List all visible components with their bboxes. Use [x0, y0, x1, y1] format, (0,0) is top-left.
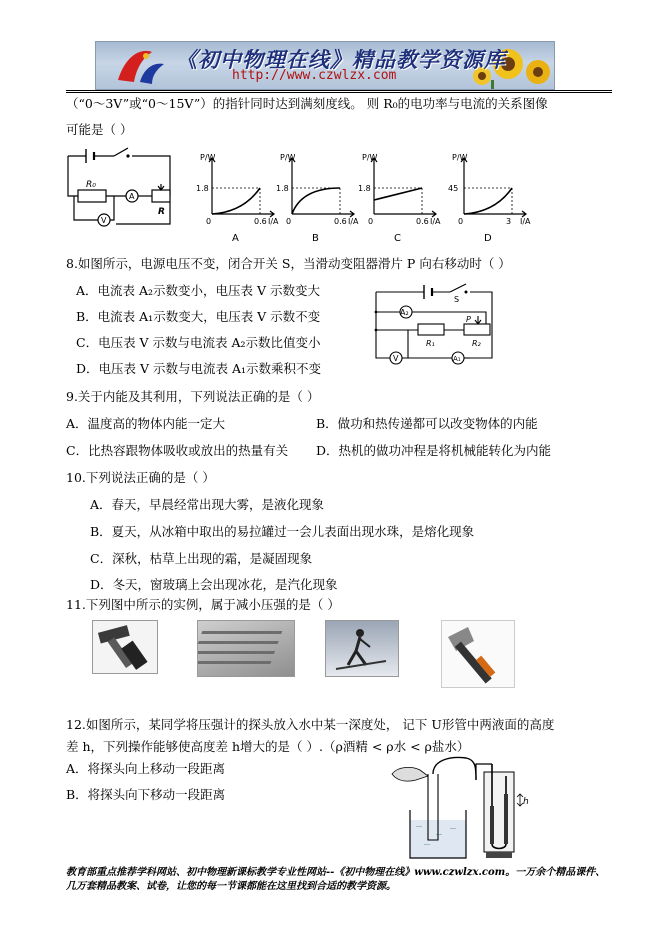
power-curve [292, 188, 340, 214]
y-tick-label: 1.8 [276, 184, 289, 193]
x-axis-label: I/A [430, 217, 441, 226]
x-tick-label: 0.6 [334, 217, 347, 226]
q7-circuit-diagram [64, 144, 176, 234]
header-title: 《初中物理在线》精品教学资源库 [176, 47, 506, 72]
ammeter-label: A [129, 192, 135, 201]
y-tick-label: 1.8 [358, 184, 371, 193]
q8-option-a[interactable]: A．电流表 A₂示数变小，电压表 V 示数变大 [76, 283, 321, 298]
q7-continuation-line2: 可能是（ ） [66, 122, 133, 137]
q9-option-b[interactable]: B．做功和热传递都可以改变物体的内能 [316, 416, 538, 431]
x-axis-label: I/A [268, 217, 279, 226]
graph-letter: B [312, 233, 319, 242]
q11-image-hammer[interactable] [92, 620, 158, 674]
origin-label: 0 [286, 217, 292, 226]
y-tick-label: 1.8 [196, 184, 209, 193]
graph-letter: D [484, 233, 492, 242]
q11-image-skier[interactable] [325, 620, 399, 677]
q10-stem: 10.下列说法正确的是（ ） [66, 470, 215, 485]
y-tick-label: 45 [448, 184, 459, 193]
q8-option-c[interactable]: C．电压表 V 示数与电流表 A₂示数比值变小 [76, 335, 321, 350]
x-tick-label: 0.6 [254, 217, 267, 226]
header-url[interactable]: http://www.czwlzx.com [232, 68, 397, 83]
q12-option-a[interactable]: A．将探头向上移动一段距离 [66, 761, 226, 776]
origin-label: 0 [458, 217, 464, 226]
q8-option-b[interactable]: B．电流表 A₁示数变大，电压表 V 示数不变 [76, 309, 321, 324]
graph-option-b[interactable] [270, 150, 360, 242]
height-difference-label: h [523, 797, 529, 807]
q7-continuation-line1: （“0～3V”或“0～15V”）的指针同时达到满刻度线。 则 R₀的电功率与电流的关系图像 [66, 96, 548, 111]
graph-letter: A [232, 233, 239, 242]
q9-stem: 9.关于内能及其利用，下列说法正确的是（ ） [66, 389, 320, 404]
q12-stem-line1: 12.如图所示，某同学将压强计的探头放入水中某一深度处， 记下 U形管中两液面的高度 [66, 717, 555, 732]
r0-label: R₀ [86, 180, 96, 190]
x-tick-label: 0.6 [416, 217, 429, 226]
q10-option-d[interactable]: D．冬天，窗玻璃上会出现冰花，是汽化现象 [90, 577, 338, 592]
r1-label: R₁ [426, 339, 435, 348]
y-axis-label: P/W [200, 153, 216, 162]
q10-option-c[interactable]: C．深秋，枯草上出现的霜，是凝固现象 [90, 551, 313, 566]
rheostat-label: R [158, 207, 165, 217]
footer-line2: 几万套精品教案、试卷，让您的每一节课都能在这里找到合适的教学资源。 [66, 881, 396, 892]
tactile-paving-icon [198, 621, 294, 676]
q8-stem: 8.如图所示，电源电压不变，闭合开关 S，当滑动变阻器滑片 P 向右移动时（ ） [66, 256, 511, 271]
power-curve [212, 188, 260, 214]
header-rule [66, 90, 612, 91]
origin-label: 0 [206, 217, 212, 226]
q11-stem: 11.下列图中所示的实例，属于减小压强的是（ ） [66, 597, 340, 612]
x-axis-label: I/A [520, 217, 531, 226]
power-curve [374, 188, 422, 200]
y-axis-label: P/W [362, 153, 378, 162]
x-axis-label: I/A [348, 217, 359, 226]
q9-option-a[interactable]: A．温度高的物体内能一定大 [66, 416, 226, 431]
hammer-icon [93, 621, 157, 673]
q9-option-c[interactable]: C．比热容跟物体吸收或放出的热量有关 [66, 443, 289, 458]
q11-image-axe[interactable] [441, 620, 515, 688]
q11-image-tactile-paving[interactable] [197, 620, 295, 677]
voltmeter-label: V [393, 354, 399, 363]
power-curve [464, 188, 512, 214]
x-tick-label: 3 [506, 217, 512, 226]
q9-option-d[interactable]: D．热机的做功冲程是将机械能转化为内能 [316, 443, 552, 458]
logo-icon [118, 51, 164, 84]
axe-icon [442, 621, 514, 687]
q8-option-d[interactable]: D．电压表 V 示数与电流表 A₁示数乘积不变 [76, 361, 322, 376]
graph-option-a[interactable] [190, 150, 280, 242]
q10-option-a[interactable]: A．春天，早晨经常出现大雾，是液化现象 [90, 497, 325, 512]
graph-letter: C [394, 233, 401, 242]
q12-pressure-gauge-diagram [380, 754, 540, 862]
origin-label: 0 [368, 217, 374, 226]
a1-label: A₁ [453, 355, 461, 363]
switch-label: S [454, 295, 460, 304]
header-rule [66, 92, 612, 93]
y-axis-label: P/W [452, 153, 468, 162]
q12-stem-line2: 差 h，下列操作能够使高度差 h增大的是（ ）.（ρ酒精 < ρ水 < ρ盐水） [66, 739, 470, 754]
graph-option-d[interactable] [442, 150, 532, 242]
q8-circuit-diagram [368, 280, 498, 370]
q10-option-b[interactable]: B．夏天，从冰箱中取出的易拉罐过一会儿表面出现水珠，是熔化现象 [90, 524, 475, 539]
voltmeter-label: V [101, 216, 107, 225]
graph-option-c[interactable] [352, 150, 442, 242]
r2-label: R₂ [472, 339, 481, 348]
a2-label: A₂ [400, 308, 409, 317]
skier-icon [326, 621, 398, 676]
y-axis-label: P/W [280, 153, 296, 162]
q12-option-b[interactable]: B．将探头向下移动一段距离 [66, 787, 226, 802]
slider-label: P [466, 315, 471, 324]
footer-line1: 教育部重点推荐学科网站、初中物理新课标教学专业性网站--《初中物理在线》www.czwlzx.com。一万余个精品课件、 [66, 867, 606, 878]
